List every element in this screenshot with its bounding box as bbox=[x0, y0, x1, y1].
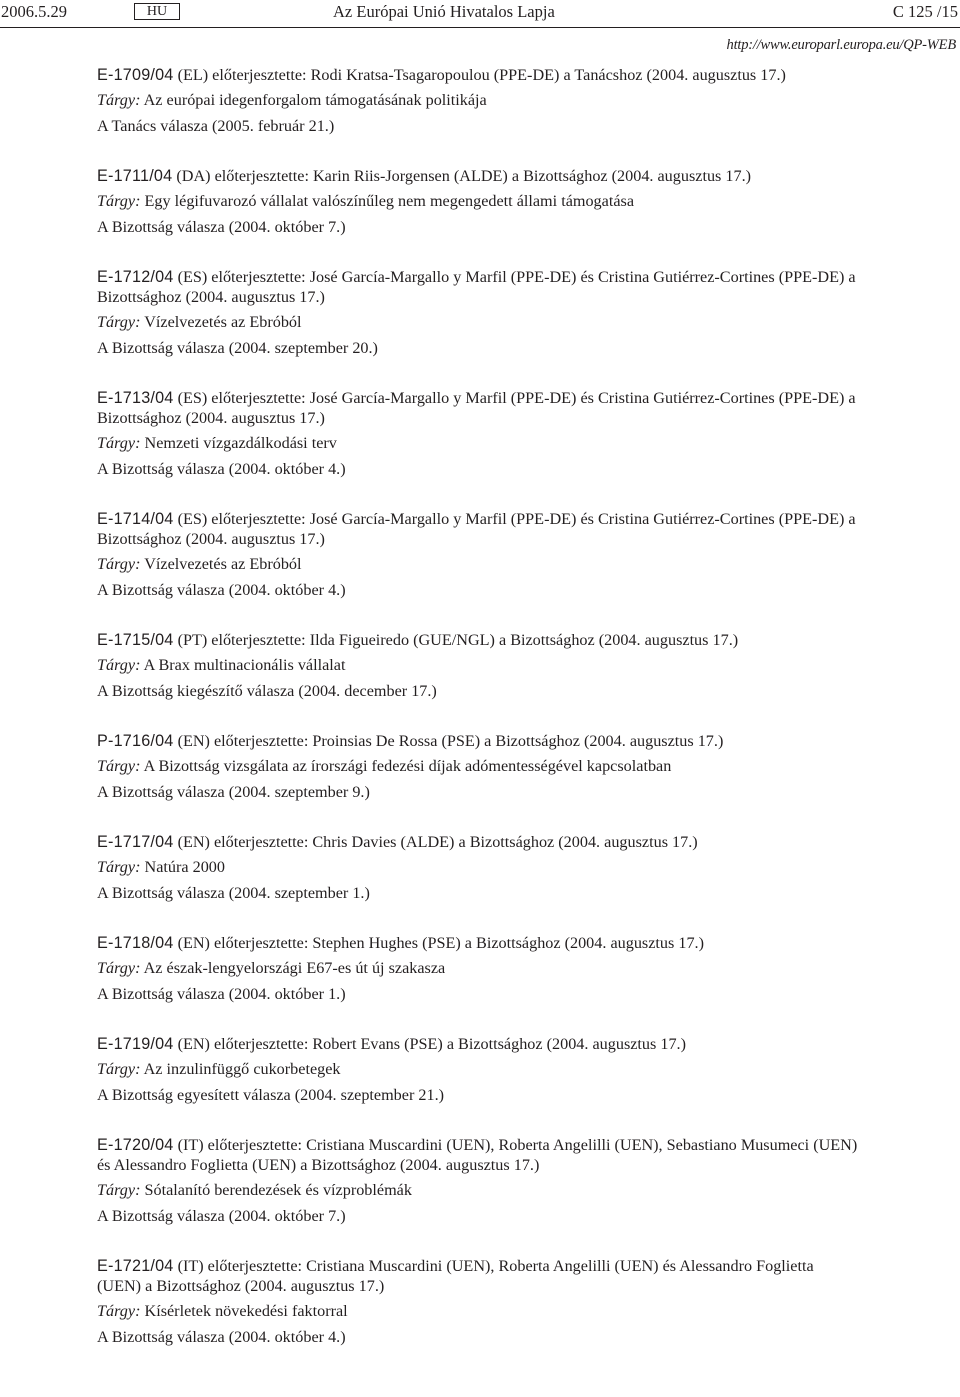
question-subject bbox=[97, 957, 861, 979]
subject-label: Tárgy: bbox=[97, 656, 141, 674]
question-author: (EN) előterjesztette: Chris Davies (ALDE) a Bizottsághoz (2004. augusztus 17.) bbox=[173, 833, 698, 851]
question-answer: A Bizottság válasza (2004. október 7.) bbox=[97, 1207, 346, 1225]
subject-text: A Bizottság vizsgálata az írországi fedezési díjak adómentességével kapcsolatban bbox=[140, 757, 672, 775]
question-entry bbox=[97, 267, 861, 359]
subject-text: Vízelvezetés az Ebróból bbox=[140, 555, 302, 573]
subject-label: Tárgy: bbox=[97, 959, 141, 977]
question-subject bbox=[97, 755, 861, 777]
subject-text: Natúra 2000 bbox=[140, 858, 225, 876]
question-heading bbox=[97, 1256, 861, 1296]
question-heading bbox=[97, 65, 861, 85]
question-subject bbox=[97, 89, 861, 111]
question-entry bbox=[97, 933, 861, 1005]
question-heading bbox=[97, 166, 861, 186]
question-entry bbox=[97, 388, 861, 480]
question-number: E-1719/04 bbox=[97, 1035, 174, 1053]
subject-label: Tárgy: bbox=[97, 1302, 141, 1320]
question-author: (PT) előterjesztette: Ilda Figueiredo (GUE/NGL) a Bizottsághoz (2004. augusztus 17.) bbox=[173, 631, 739, 649]
question-heading bbox=[97, 267, 861, 307]
question-entry bbox=[97, 509, 861, 601]
question-number: E-1720/04 bbox=[97, 1136, 174, 1154]
question-heading bbox=[97, 630, 861, 650]
question-author: (DA) előterjesztette: Karin Riis-Jorgensen (ALDE) a Bizottsághoz (2004. augusztus 17.) bbox=[172, 167, 752, 185]
subject-label: Tárgy: bbox=[97, 858, 141, 876]
question-entry bbox=[97, 1256, 861, 1348]
journal-title: Az Európai Unió Hivatalos Lapja bbox=[333, 2, 555, 21]
question-answer: A Bizottság kiegészítő válasza (2004. december 17.) bbox=[97, 682, 437, 700]
question-number: E-1711/04 bbox=[97, 167, 173, 185]
subject-label: Tárgy: bbox=[97, 434, 141, 452]
question-author: (IT) előterjesztette: Cristiana Muscardini (UEN), Roberta Angelilli (UEN), Sebastiano Musumeci (UEN) és Alessandro Foglietta (UEN) a Bizottsághoz (2004. augusztus 17.) bbox=[97, 1136, 858, 1174]
header-rule bbox=[0, 27, 960, 28]
question-author: (EN) előterjesztette: Stephen Hughes (PSE) a Bizottsághoz (2004. augusztus 17.) bbox=[173, 934, 704, 952]
question-entry bbox=[97, 1135, 861, 1227]
question-list bbox=[97, 65, 861, 1377]
source-url[interactable]: http://www.europarl.europa.eu/QP-WEB bbox=[726, 37, 956, 53]
subject-text: Kísérletek növekedési faktorral bbox=[140, 1302, 348, 1320]
question-number: E-1721/04 bbox=[97, 1257, 174, 1275]
subject-label: Tárgy: bbox=[97, 1181, 141, 1199]
question-number: E-1714/04 bbox=[97, 510, 174, 528]
question-number: E-1713/04 bbox=[97, 389, 174, 407]
question-answer: A Bizottság válasza (2004. október 4.) bbox=[97, 1328, 346, 1346]
question-number: E-1709/04 bbox=[97, 66, 174, 84]
question-entry bbox=[97, 832, 861, 904]
question-answer: A Bizottság válasza (2004. október 4.) bbox=[97, 581, 346, 599]
question-answer: A Bizottság egyesített válasza (2004. szeptember 21.) bbox=[97, 1086, 445, 1104]
question-entry bbox=[97, 731, 861, 803]
page-header bbox=[0, 0, 960, 28]
subject-text: A Brax multinacionális vállalat bbox=[140, 656, 346, 674]
question-author: (EN) előterjesztette: Robert Evans (PSE) a Bizottsághoz (2004. augusztus 17.) bbox=[173, 1035, 686, 1053]
language-badge: HU bbox=[134, 3, 180, 20]
publication-date: 2006.5.29 bbox=[1, 2, 67, 21]
question-number: P-1716/04 bbox=[97, 732, 174, 750]
subject-label: Tárgy: bbox=[97, 192, 141, 210]
question-subject bbox=[97, 654, 861, 676]
subject-label: Tárgy: bbox=[97, 757, 141, 775]
question-answer: A Bizottság válasza (2004. október 1.) bbox=[97, 985, 346, 1003]
question-subject bbox=[97, 432, 861, 454]
question-subject bbox=[97, 190, 861, 212]
page-reference: C 125 /15 bbox=[892, 2, 958, 21]
question-subject bbox=[97, 1179, 861, 1201]
question-answer: A Bizottság válasza (2004. szeptember 9.) bbox=[97, 783, 370, 801]
subject-text: Az észak-lengyelországi E67-es út új szakasza bbox=[140, 959, 446, 977]
subject-text: Egy légifuvarozó vállalat valószínűleg nem megengedett állami támogatása bbox=[140, 192, 635, 210]
question-heading bbox=[97, 933, 861, 953]
question-author: (ES) előterjesztette: José García-Margallo y Marfil (PPE-DE) és Cristina Gutiérrez-Cortines (PPE-DE) a Bizottsághoz (2004. augusztus 17.) bbox=[97, 510, 856, 548]
question-subject bbox=[97, 553, 861, 575]
subject-label: Tárgy: bbox=[97, 1060, 141, 1078]
subject-label: Tárgy: bbox=[97, 555, 141, 573]
question-entry bbox=[97, 166, 861, 238]
question-answer: A Bizottság válasza (2004. október 7.) bbox=[97, 218, 346, 236]
question-subject bbox=[97, 311, 861, 333]
question-entry bbox=[97, 630, 861, 702]
subject-label: Tárgy: bbox=[97, 313, 141, 331]
question-author: (IT) előterjesztette: Cristiana Muscardini (UEN), Roberta Angelilli (UEN) és Alessandro Foglietta (UEN) a Bizottsághoz (2004. augusztus 17.) bbox=[97, 1257, 814, 1295]
subject-text: Vízelvezetés az Ebróból bbox=[140, 313, 302, 331]
question-number: E-1715/04 bbox=[97, 631, 174, 649]
question-entry bbox=[97, 65, 861, 137]
question-entry bbox=[97, 1034, 861, 1106]
subject-label: Tárgy: bbox=[97, 91, 141, 109]
question-answer: A Bizottság válasza (2004. szeptember 1.) bbox=[97, 884, 370, 902]
question-author: (ES) előterjesztette: José García-Margallo y Marfil (PPE-DE) és Cristina Gutiérrez-Cortines (PPE-DE) a Bizottsághoz (2004. augusztus 17.) bbox=[97, 268, 856, 306]
question-author: (ES) előterjesztette: José García-Margallo y Marfil (PPE-DE) és Cristina Gutiérrez-Cortines (PPE-DE) a Bizottsághoz (2004. augusztus 17.) bbox=[97, 389, 856, 427]
question-author: (EL) előterjesztette: Rodi Kratsa-Tsagaropoulou (PPE-DE) a Tanácshoz (2004. augusztus 17.) bbox=[173, 66, 786, 84]
question-heading bbox=[97, 509, 861, 549]
subject-text: Az európai idegenforgalom támogatásának politikája bbox=[140, 91, 487, 109]
question-answer: A Tanács válasza (2005. február 21.) bbox=[97, 117, 335, 135]
question-number: E-1718/04 bbox=[97, 934, 174, 952]
question-heading bbox=[97, 1034, 861, 1054]
question-subject bbox=[97, 856, 861, 878]
question-heading bbox=[97, 1135, 861, 1175]
subject-text: Sótalanító berendezések és vízproblémák bbox=[140, 1181, 412, 1199]
question-number: E-1712/04 bbox=[97, 268, 174, 286]
question-subject bbox=[97, 1300, 861, 1322]
question-answer: A Bizottság válasza (2004. október 4.) bbox=[97, 460, 346, 478]
subject-text: Nemzeti vízgazdálkodási terv bbox=[140, 434, 337, 452]
question-heading bbox=[97, 832, 861, 852]
question-number: E-1717/04 bbox=[97, 833, 174, 851]
subject-text: Az inzulinfüggő cukorbetegek bbox=[140, 1060, 341, 1078]
question-subject bbox=[97, 1058, 861, 1080]
question-author: (EN) előterjesztette: Proinsias De Rossa (PSE) a Bizottsághoz (2004. augusztus 17.) bbox=[173, 732, 724, 750]
question-answer: A Bizottság válasza (2004. szeptember 20.) bbox=[97, 339, 378, 357]
question-heading bbox=[97, 388, 861, 428]
question-heading bbox=[97, 731, 861, 751]
